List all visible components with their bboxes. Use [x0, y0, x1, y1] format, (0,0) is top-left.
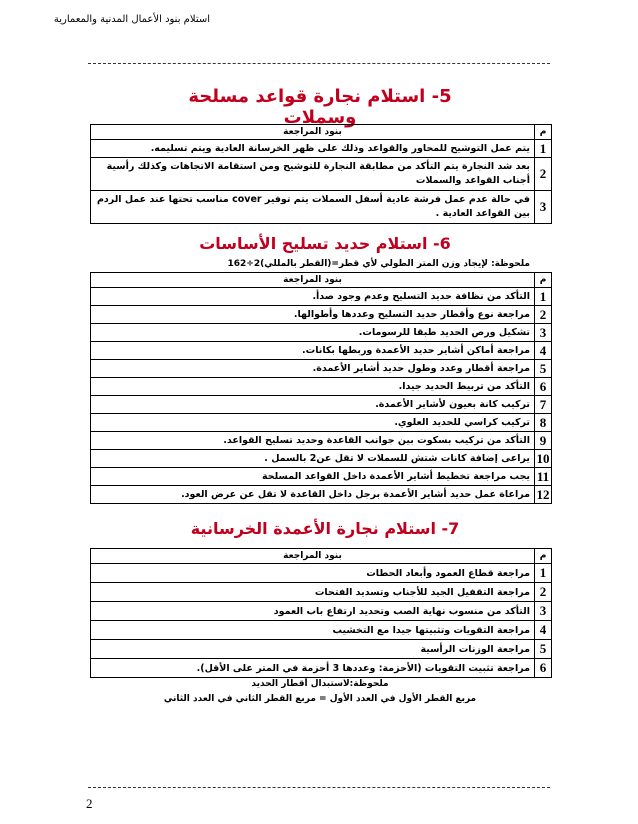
section-6-title: 6- استلام حديد تسليح الأساسات — [199, 234, 451, 253]
table-row — [91, 432, 552, 450]
row-number: 7 — [535, 396, 552, 414]
table-row — [91, 191, 552, 224]
section-6-table — [90, 272, 552, 504]
table-row — [91, 659, 552, 678]
section-7-note-title: ملحوظة:لاستبدال أقطار الحديد — [251, 679, 389, 689]
row-text: مراعاة عمل حديد أشاير الأعمدة برجل داخل القاعدة لا تقل عن عرض العود. — [91, 486, 535, 504]
row-number: 1 — [535, 140, 552, 158]
row-number: 4 — [535, 621, 552, 640]
table-row — [91, 396, 552, 414]
footer-divider — [88, 787, 550, 788]
page-number: 2 — [86, 796, 93, 811]
table-row — [91, 140, 552, 158]
col-num-header: م — [535, 125, 552, 140]
row-text: التأكد من منسوب نهاية الصب وتحديد ارتفاع باب العمود — [91, 602, 535, 621]
table-row — [91, 602, 552, 621]
row-number: 1 — [535, 288, 552, 306]
row-number: 2 — [535, 583, 552, 602]
row-text: تشكيل ورص الحديد طبقا للرسومات. — [91, 324, 535, 342]
row-number: 10 — [536, 450, 550, 466]
table-row — [91, 414, 552, 432]
row-text: مراجعة قطاع العمود وأبعاد الحطات — [91, 564, 535, 583]
row-number: 1 — [535, 564, 552, 583]
section-7-table — [90, 548, 552, 678]
row-text: مراجعة أماكن أشاير حديد الأعمدة وربطها بكانات. — [91, 342, 535, 360]
row-number: 4 — [535, 342, 552, 360]
table-row — [91, 158, 552, 191]
table-row — [91, 378, 552, 396]
row-text: مراجعة التقويات وتثبيتها جيدا مع التخشيب — [91, 621, 535, 640]
row-number: 5 — [535, 640, 552, 659]
row-number: 3 — [535, 602, 552, 621]
row-text: مراجعة أقطار وعدد وطول حديد أشاير الأعمدة. — [91, 360, 535, 378]
row-text: يتم عمل التوشيح للمحاور والقواعد وذلك على ظهر الخرسانة العادية ويتم تسليمه. — [91, 140, 535, 158]
table-row — [91, 468, 552, 486]
row-text: مراجعة الوزنات الرأسية — [91, 640, 535, 659]
table-row — [91, 306, 552, 324]
table-header-row — [91, 273, 552, 288]
row-text: بعد شد النجارة يتم التأكد من مطابقة النجارة للتوشيح ومن استقامة الاتجاهات وكذلك رأسية أجناب القواعد والسملات — [91, 158, 535, 191]
table-header-row — [91, 549, 552, 564]
section-5-table — [90, 124, 552, 224]
row-number: 5 — [535, 360, 552, 378]
table-row — [91, 564, 552, 583]
row-number: 3 — [535, 191, 552, 224]
row-number: 11 — [535, 468, 552, 486]
section-5-title: 5- استلام نجارة قواعد مسلحة وسملات — [188, 86, 452, 128]
table-row — [91, 360, 552, 378]
row-text: التأكد من تركيب بسكوت بين جوانب القاعدة وحديد تسليح القواعد. — [91, 432, 535, 450]
table-row — [91, 324, 552, 342]
table-row — [91, 583, 552, 602]
table-header-row — [91, 125, 552, 140]
row-number: 6 — [535, 378, 552, 396]
col-items-header: بنود المراجعة — [91, 549, 535, 564]
table-row — [91, 342, 552, 360]
section-6-note: ملحوظة: لإيجاد وزن المتر الطولي لأي قطر=(القطر بالمللي)2÷162 — [227, 259, 530, 269]
col-num-header: م — [535, 273, 552, 288]
table-row — [91, 621, 552, 640]
row-text: في حالة عدم عمل فرشة عادية أسفل السملات يتم توفير cover مناسب تحتها عند عمل الردم بين القواعد العادية . — [91, 191, 535, 224]
row-text: مراجعة نوع وأقطار حديد التسليح وعددها وأطوالها. — [91, 306, 535, 324]
col-items-header: بنود المراجعة — [91, 125, 535, 140]
row-number: 8 — [535, 414, 552, 432]
table-row — [91, 450, 552, 468]
row-number: 12 — [536, 486, 550, 502]
running-header: استلام بنود الأعمال المدنية والمعمارية — [53, 14, 210, 25]
section-7-title: 7- استلام نجارة الأعمدة الخرسانية — [190, 519, 460, 538]
table-row — [91, 486, 552, 504]
row-number: 9 — [535, 432, 552, 450]
row-text: يراعى إضافة كانات شتش للسملات لا تقل عن2 بالسمل . — [91, 450, 535, 468]
row-text: تركيب كانة بعيون لأشاير الأعمدة. — [91, 396, 535, 414]
row-number: 2 — [535, 306, 552, 324]
row-number: 6 — [535, 659, 552, 678]
table-row — [91, 640, 552, 659]
table-row — [91, 288, 552, 306]
row-text: مراجعة التقفيل الجيد للأجناب وتسديد الفتحات — [91, 583, 535, 602]
row-text: تركيب كراسي للحديد العلوي. — [91, 414, 535, 432]
row-text: يجب مراجعة تخطيط أشاير الأعمدة داخل القواعد المسلحة — [91, 468, 535, 486]
row-text: التأكد من نظافة حديد التسليح وعدم وجود صدأ. — [91, 288, 535, 306]
row-text: التأكد من تربيط الحديد جيدا. — [91, 378, 535, 396]
row-number: 3 — [535, 324, 552, 342]
row-text: مراجعة تثبيت التقويات (الأحزمة: وعددها 3 أحزمة في المتر على الأقل). — [91, 659, 535, 678]
section-7-note-formula: مربع القطر الأول في العدد الأول = مربع القطر الثاني في العدد الثاني — [163, 694, 477, 704]
header-divider — [88, 63, 550, 64]
col-items-header: بنود المراجعة — [91, 273, 535, 288]
col-num-header: م — [535, 549, 552, 564]
row-number: 2 — [535, 158, 552, 191]
